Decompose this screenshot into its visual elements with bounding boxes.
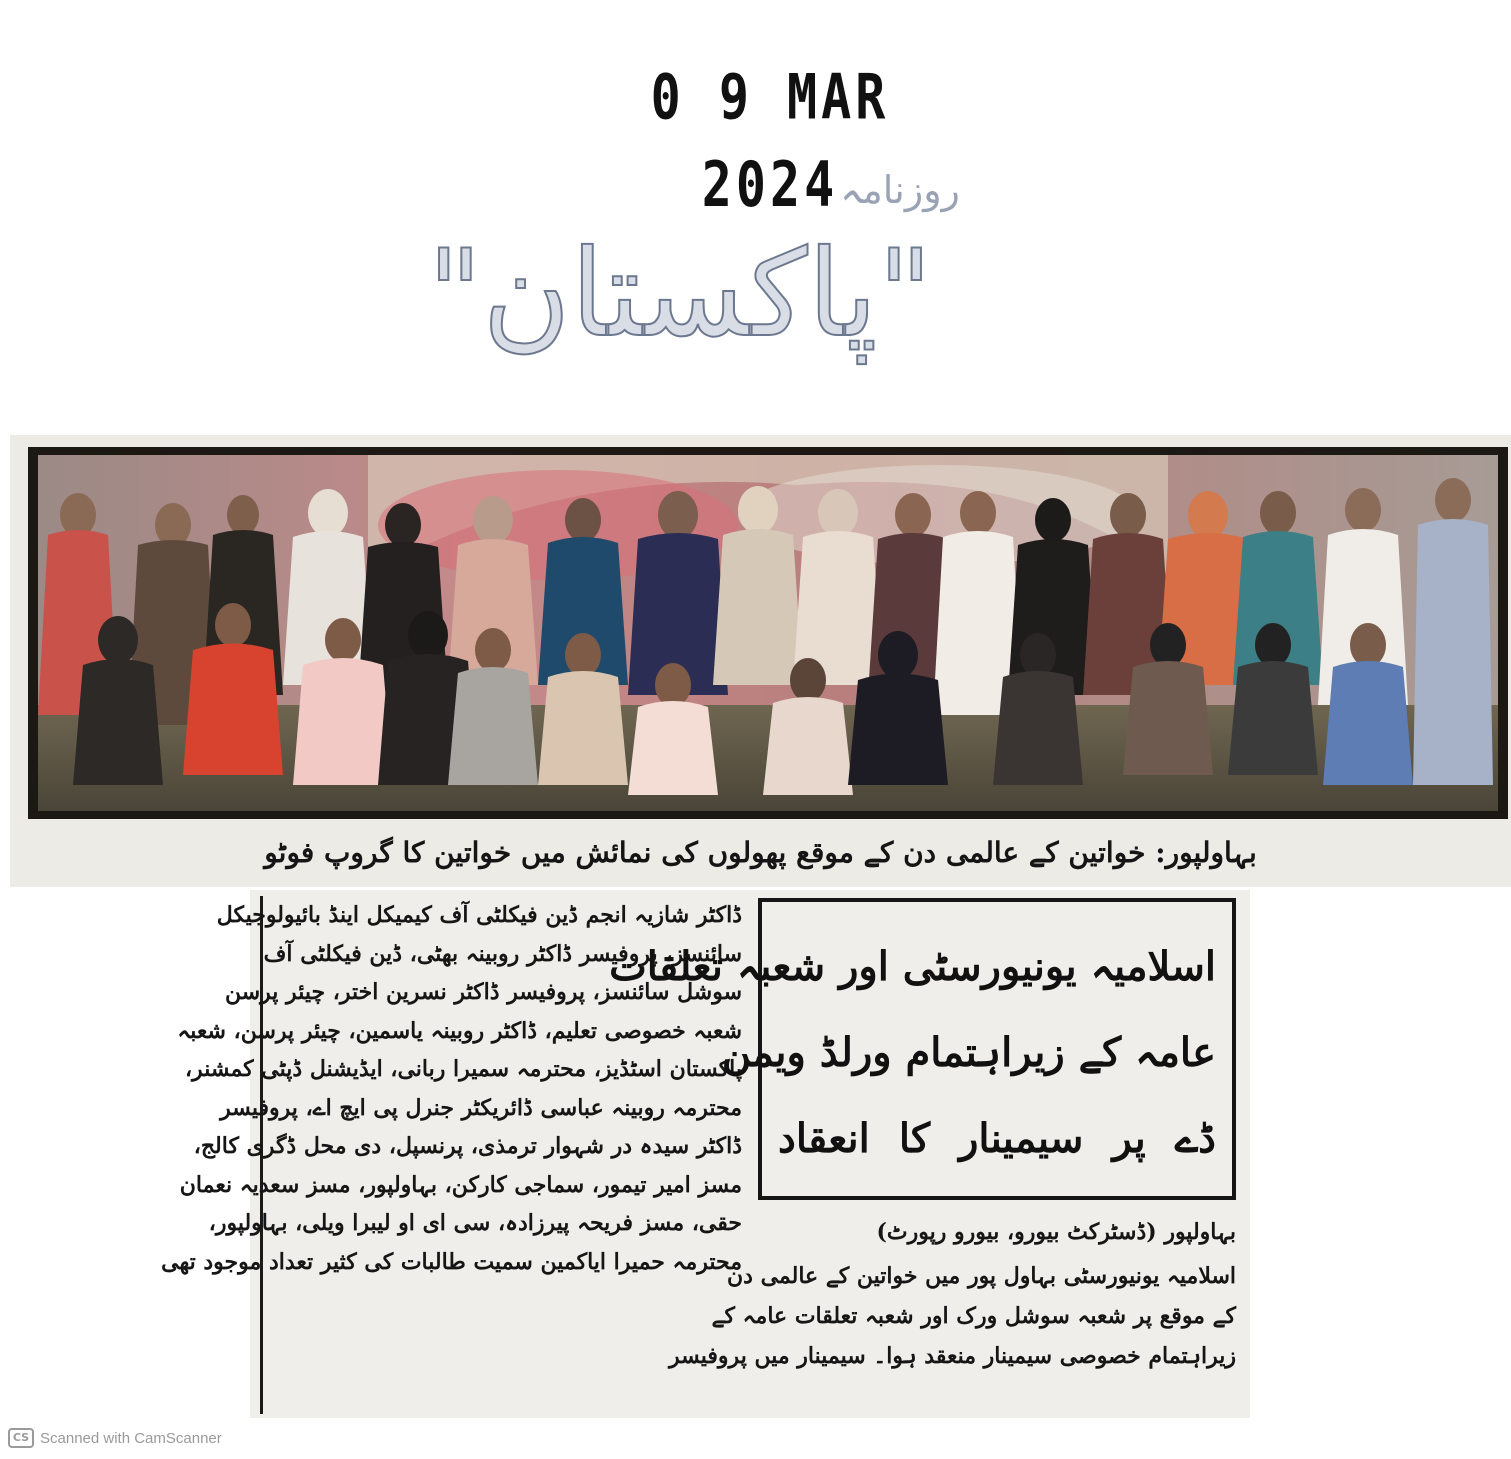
text-line: سوشل سائنسز، پروفیسر ڈاکٹر نسرین اختر، چیئر پرسن bbox=[224, 979, 742, 1005]
text-line: مسز امیر تیمور، سماجی کارکن، بہاولپور، مسز سعدیہ نعمان bbox=[179, 1171, 742, 1198]
watermark-text: Scanned with CamScanner bbox=[40, 1429, 222, 1447]
text-line: اسلامیہ یونیورسٹی بہاول پور میں خواتین کے عالمی دن bbox=[726, 1263, 1236, 1289]
text-line: سائنسز، پروفیسر ڈاکٹر روبینہ بھٹی، ڈین فیکلٹی آف bbox=[263, 940, 742, 967]
text-line: محترمہ روبینہ عباسی ڈائریکٹر جنرل پی ایچ اے، پروفیسر bbox=[220, 1094, 742, 1121]
text-line: ڈاکٹر شازیہ انجم ڈین فیکلٹی آف کیمیکل اینڈ بائیولوجیکل bbox=[216, 902, 742, 928]
masthead-title: "پاکستان" bbox=[427, 225, 933, 364]
text-line: ڈاکٹر سیدہ در شہوار ترمذی، پرنسپل، دی محل ڈگری کالج، bbox=[193, 1133, 742, 1159]
headline-line: عامہ کے زیراہتمام ورلڈ ویمن bbox=[721, 1029, 1216, 1076]
text-line: محترمہ حمیرا ایاکمین سمیت طالبات کی کثیر تعداد موجود تھی bbox=[161, 1248, 742, 1275]
article-right-column bbox=[669, 1208, 1236, 1414]
group-photo-image bbox=[38, 455, 1498, 811]
newspaper-masthead bbox=[360, 150, 980, 390]
text-line: حقی، مسز فریحہ پیرزادہ، سی ای او لیبرا ویلی، بہاولپور، bbox=[208, 1210, 742, 1236]
group-photo bbox=[38, 455, 1498, 811]
camscanner-logo: CS bbox=[8, 1428, 34, 1448]
text-line: کے موقع پر شعبہ سوشل ورک اور شعبہ تعلقات عامہ کے bbox=[711, 1303, 1236, 1329]
date-stamp: 0 9 MAR 2024 bbox=[650, 60, 890, 221]
news-article bbox=[161, 890, 1250, 1418]
photo-caption: بہاولپور: خواتین کے عالمی دن کے موقع پھولوں کی نمائش میں خواتین کا گروپ فوٹو bbox=[264, 836, 1257, 869]
scanner-watermark bbox=[8, 1426, 222, 1450]
dateline: بہاولپور (ڈسٹرکٹ بیورو، بیورو رپورٹ) bbox=[876, 1219, 1236, 1245]
masthead-daily-label: روزنامہ bbox=[840, 168, 960, 212]
photo-clipping bbox=[10, 435, 1511, 887]
photo-frame bbox=[28, 447, 1508, 819]
headline-line: اسلامیہ یونیورسٹی اور شعبہ تعلقات bbox=[609, 943, 1216, 990]
headline-box bbox=[609, 898, 1236, 1200]
headline-line: ڈے پر سیمینار کا انعقاد bbox=[778, 1115, 1216, 1162]
text-line: شعبہ خصوصی تعلیم، ڈاکٹر روبینہ یاسمین، چیئر پرسن، شعبہ bbox=[177, 1017, 742, 1044]
text-line: پاکستان اسٹڈیز، محترمہ سمیرا ربانی، ایڈیشنل ڈپٹی کمشنر، bbox=[184, 1056, 742, 1082]
text-line: زیراہتمام خصوصی سیمینار منعقد ہوا۔ سیمینار میں پروفیسر bbox=[669, 1343, 1236, 1369]
